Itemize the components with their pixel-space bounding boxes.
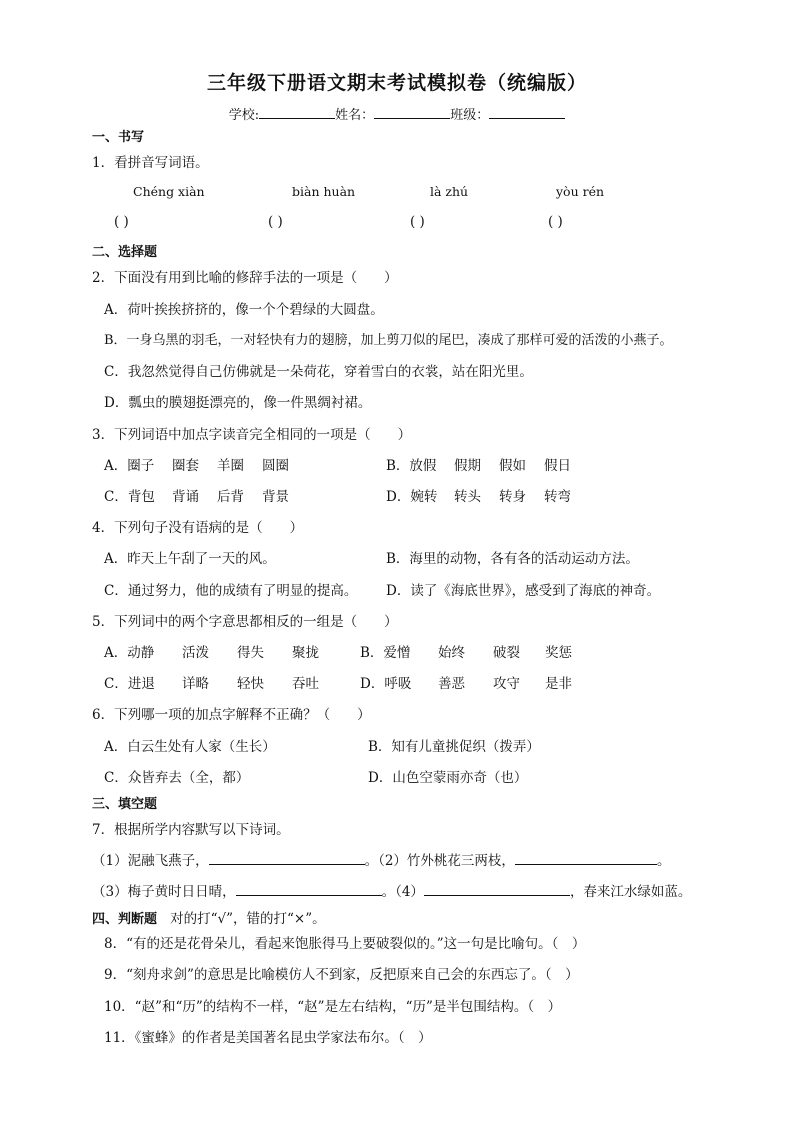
pinyin: yòu rén — [556, 184, 605, 199]
word: 聚拢 — [292, 645, 319, 661]
word: 吞吐 — [292, 676, 319, 692]
option-c[interactable] — [104, 485, 289, 505]
exam-title: 三年级下册语文期末考试模拟卷（统编版） — [206, 72, 587, 94]
question-stem: 7．根据所学内容默写以下诗词。 — [92, 822, 290, 838]
class-label: 班级： — [450, 108, 490, 123]
question-stem: 3．下列词语中加点字读音完全相同的一项是（ ） — [92, 427, 412, 443]
question-stem: 6．下列哪一项的加点字解释不正确？（ ） — [92, 707, 371, 723]
question-stem: 4．下列句子没有语病的是（ ） — [92, 520, 304, 536]
word: 假期 — [454, 458, 481, 474]
word: 攻守 — [493, 676, 520, 692]
school-field[interactable] — [259, 105, 335, 119]
word: B．爱憎 — [360, 645, 411, 661]
option-b[interactable] — [360, 641, 572, 661]
word: 转头 — [454, 489, 481, 505]
word: 假如 — [499, 458, 526, 474]
name-field[interactable] — [374, 105, 450, 119]
word: 详略 — [182, 676, 209, 692]
option-b[interactable] — [386, 454, 571, 474]
poem-text: 。 — [656, 853, 671, 869]
option-a[interactable]: A．昨天上午刮了一天的风。 — [104, 551, 276, 567]
word: 奖惩 — [545, 645, 572, 661]
option-a[interactable] — [104, 641, 319, 661]
answer-box[interactable]: ( ) — [410, 214, 425, 230]
poem-text: （1）泥融飞燕子， — [92, 853, 209, 869]
judgment-item[interactable]: 8．“有的还是花骨朵儿，看起来饱胀得马上要破裂似的。”这一句是比喻句。（ ） — [104, 936, 586, 952]
word: 是非 — [545, 676, 572, 692]
judgment-item[interactable]: 10．“赵”和“历”的结构不一样，“赵”是左右结构，“历”是半包围结构。（ ） — [104, 999, 562, 1015]
word: 轻快 — [237, 676, 264, 692]
question-stem: 2．下面没有用到比喻的修辞手法的一项是（ ） — [92, 270, 398, 286]
option-d[interactable]: D．瓢虫的膜翅挺漂亮的，像一件黑绸衬裙。 — [104, 395, 372, 411]
word: 转身 — [499, 489, 526, 505]
option-c[interactable] — [104, 672, 319, 692]
student-info-line — [0, 104, 794, 123]
pinyin: biàn huàn — [292, 184, 356, 199]
judgment-item[interactable]: 9．“刻舟求剑”的意思是比喻模仿人不到家，反把原来自己会的东西忘了。（ ） — [104, 967, 579, 983]
word: A．动静 — [104, 645, 155, 661]
answer-box[interactable]: ( ) — [268, 214, 283, 230]
question-stem: 1．看拼音写词语。 — [92, 155, 209, 171]
word: 转弯 — [544, 489, 571, 505]
section-heading: 四、判断题 — [92, 912, 158, 927]
pinyin: Chéng xiàn — [133, 184, 205, 199]
poem-text: 。（2）竹外桃花三两枝， — [364, 853, 515, 869]
answer-blank[interactable] — [515, 850, 657, 865]
poem-text: ，春来江水绿如蓝。 — [569, 884, 692, 900]
word: 始终 — [438, 645, 465, 661]
word: 破裂 — [493, 645, 520, 661]
word: A．圈子 — [104, 458, 155, 474]
option-d[interactable]: D．读了《海底世界》，感受到了海底的神奇。 — [386, 583, 661, 599]
option-b[interactable]: B．知有儿童挑促织（拨弄） — [368, 739, 540, 755]
word: C．背包 — [104, 489, 155, 505]
option-c[interactable]: C．众皆弃去（全，都） — [104, 770, 250, 786]
option-b[interactable]: B．海里的动物，各有各的活动运动方法。 — [386, 551, 639, 567]
word: B．放假 — [386, 458, 437, 474]
answer-box[interactable]: ( ) — [114, 214, 129, 230]
class-field[interactable] — [489, 105, 565, 119]
section-note: 对的打“√”，错的打“×”。 — [170, 911, 326, 927]
option-c[interactable]: C．通过努力，他的成绩有了明显的提高。 — [104, 583, 358, 599]
poem-line — [92, 849, 670, 869]
section-heading: 三、填空题 — [92, 797, 158, 812]
option-a[interactable]: A．白云生处有人家（生长） — [104, 739, 276, 755]
poem-line — [92, 880, 691, 900]
judgment-item[interactable]: 11．《蜜蜂》的作者是美国著名昆虫学家法布尔。（ ） — [104, 1030, 432, 1046]
option-d[interactable]: D．山色空蒙雨亦奇（也） — [368, 770, 528, 786]
section-heading: 一、书写 — [92, 130, 145, 145]
section-heading-row — [92, 907, 326, 927]
option-d[interactable] — [386, 485, 571, 505]
answer-blank[interactable] — [209, 850, 365, 865]
school-label: 学校: — [228, 108, 260, 123]
option-a[interactable]: A．荷叶挨挨挤挤的，像一个个碧绿的大圆盘。 — [104, 302, 384, 318]
question-stem: 5．下列词中的两个字意思都相反的一组是（ ） — [92, 614, 398, 630]
word: 后背 — [217, 489, 244, 505]
word: 圈套 — [172, 458, 199, 474]
word: 圆圈 — [262, 458, 289, 474]
word: 得失 — [237, 645, 264, 661]
word: 羊圈 — [217, 458, 244, 474]
word: 假日 — [544, 458, 571, 474]
word: C．进退 — [104, 676, 155, 692]
word: 活泼 — [182, 645, 209, 661]
word: 善恶 — [438, 676, 465, 692]
word: D．呼吸 — [360, 676, 412, 692]
answer-blank[interactable] — [236, 881, 382, 896]
answer-blank[interactable] — [424, 881, 570, 896]
option-d[interactable] — [360, 672, 572, 692]
poem-text: （3）梅子黄时日日晴， — [92, 884, 236, 900]
word: 背景 — [262, 489, 289, 505]
section-heading: 二、选择题 — [92, 245, 158, 260]
word: D．婉转 — [386, 489, 438, 505]
name-label: 姓名： — [335, 108, 375, 123]
option-b[interactable]: B．一身乌黑的羽毛，一对轻快有力的翅膀，加上剪刀似的尾巴，凑成了那样可爱的活泼的小燕子。 — [104, 333, 673, 348]
word: 背诵 — [172, 489, 199, 505]
poem-text: 。（4） — [381, 884, 424, 900]
option-c[interactable]: C．我忽然觉得自己仿佛就是一朵荷花，穿着雪白的衣裳，站在阳光里。 — [104, 364, 533, 380]
answer-box[interactable]: ( ) — [548, 214, 563, 230]
pinyin: là zhú — [430, 184, 469, 199]
option-a[interactable] — [104, 454, 289, 474]
